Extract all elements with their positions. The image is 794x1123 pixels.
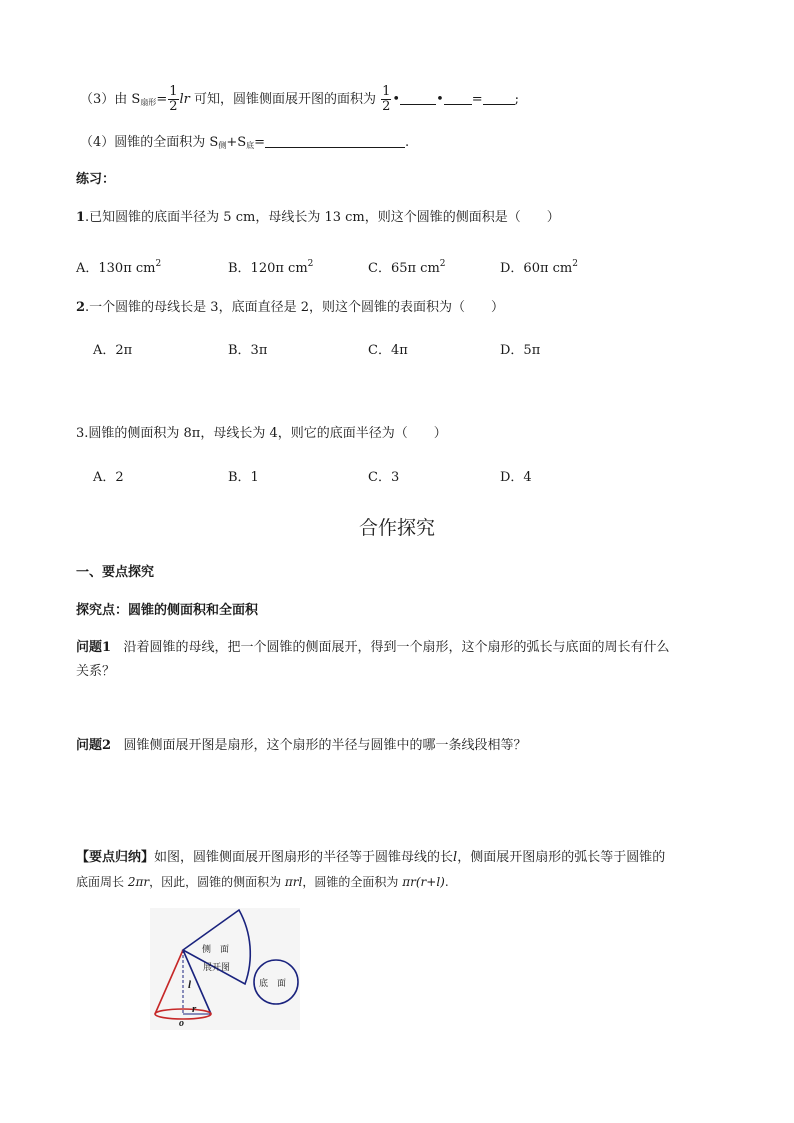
summary-text-1b: ，侧面展开图扇形的弧长等于圆锥的 [457, 850, 666, 865]
item3-eq: = [156, 92, 168, 107]
q1-option-c-label: C．65π cm [368, 261, 440, 276]
item3-line [80, 85, 519, 116]
cone-net-figure [150, 908, 300, 1030]
dot-2: • [436, 92, 444, 107]
summary-line-2 [76, 872, 449, 892]
section-heading: 一、要点探究 [76, 565, 155, 580]
q1-text: .已知圆锥的底面半径为 5 cm，母线长为 13 cm，则这个圆锥的侧面积是（ ） [85, 210, 560, 225]
topic-heading: 探究点：圆锥的侧面积和全面积 [76, 603, 259, 618]
q1-option-d[interactable] [500, 254, 578, 279]
problem-1 [76, 638, 669, 658]
summary-label: 【要点归纳】 [76, 850, 155, 865]
item3-lr: lr [179, 92, 190, 107]
item4-end: . [405, 135, 410, 150]
sector-label-1: 侧 面 [202, 944, 230, 954]
fraction-half [168, 85, 178, 114]
fraction-half-2 [381, 85, 391, 114]
q3-option-b[interactable]: B．1 [228, 470, 259, 485]
item3-mid: 可知，圆锥侧面展开图的面积为 [189, 92, 381, 107]
item4-eq: = [254, 135, 266, 150]
section-title: 合作探究 [358, 517, 435, 539]
q2-option-c[interactable]: C．4π [368, 343, 408, 358]
q2-number: 2 [76, 300, 86, 315]
summary-var-total: πr(r+l) [402, 875, 445, 889]
eq-sign: = [471, 92, 483, 107]
summary-text-2d: . [444, 875, 449, 889]
summary-line-1 [76, 848, 665, 868]
blank-total-area[interactable] [265, 134, 405, 148]
q1-option-c-sup: 2 [439, 259, 446, 269]
q1-option-d-sup: 2 [572, 259, 578, 269]
slant-height-label: l [188, 979, 192, 991]
q1-number: 1 [76, 210, 86, 225]
item4-prefix: （4）圆锥的全面积为 S [80, 135, 219, 150]
summary-text-2b: ，因此，圆锥的侧面积为 [149, 875, 285, 889]
q2-option-d[interactable]: D．5π [500, 343, 541, 358]
cone-left-edge [155, 950, 183, 1014]
q1-option-d-label: D．60π cm [500, 261, 573, 276]
cone-net-diagram [150, 908, 300, 1030]
summary-text-2a: 底面周长 [76, 875, 128, 889]
frac-num-2: 1 [382, 84, 391, 99]
frac-num: 1 [169, 84, 178, 99]
q1-option-b[interactable] [228, 254, 313, 279]
question-3: 3.圆锥的侧面积为 8π，母线长为 4，则它的底面半径为（ ） [76, 426, 447, 441]
summary-var-l: l [453, 850, 458, 865]
problem-2-label: 问题2 [76, 738, 112, 753]
blank-result[interactable] [483, 91, 515, 105]
summary-text-1a: 如图，圆锥侧面展开图扇形的半径等于圆锥母线的长 [154, 850, 454, 865]
summary-var-circumference: 2πr [127, 875, 150, 889]
dot-1: • [392, 92, 401, 107]
q1-option-a[interactable] [76, 254, 161, 279]
item4-sub-side: 侧 [218, 141, 227, 150]
q1-option-a-label: A．130π cm [76, 261, 156, 276]
q1-option-c[interactable] [368, 254, 446, 279]
semicolon: ; [514, 92, 520, 107]
problem-1-cont: 关系？ [76, 664, 116, 679]
base-label: 底 面 [259, 978, 287, 988]
item3-prefix: （3）由 S [80, 92, 141, 107]
sector-label-2: 展开图 [203, 962, 231, 972]
item4-sub-base: 底 [246, 141, 255, 150]
problem-2 [76, 736, 526, 756]
blank-radius[interactable] [444, 91, 472, 105]
q3-option-d[interactable]: D．4 [500, 470, 532, 485]
summary-text-2c: ，圆锥的全面积为 [302, 875, 403, 889]
problem-1-text: 沿着圆锥的母线，把一个圆锥的侧面展开，得到一个扇形，这个扇形的弧长与底面的周长有什么 [123, 640, 670, 655]
q3-option-a[interactable]: A．2 [93, 470, 124, 485]
radius-label: r [192, 1003, 197, 1015]
item4-line [80, 133, 409, 156]
q1-option-b-sup: 2 [307, 259, 314, 269]
practice-heading: 练习： [76, 172, 116, 187]
q1-option-a-sup: 2 [155, 259, 162, 269]
frac-den-2: 2 [382, 99, 391, 114]
summary-var-lateral: πrl [284, 875, 303, 889]
q1-option-b-label: B．120π cm [228, 261, 308, 276]
frac-den: 2 [169, 99, 178, 114]
center-label: o [179, 1018, 184, 1029]
problem-2-text: 圆锥侧面展开图是扇形，这个扇形的半径与圆锥中的哪一条线段相等？ [123, 738, 527, 753]
blank-arc[interactable] [400, 91, 436, 105]
question-1 [76, 208, 560, 228]
q2-option-a[interactable]: A．2π [93, 343, 133, 358]
q2-option-b[interactable]: B．3π [228, 343, 268, 358]
q3-option-c[interactable]: C．3 [368, 470, 400, 485]
question-2 [76, 298, 504, 318]
q2-text: .一个圆锥的母线长是 3，底面直径是 2，则这个圆锥的表面积为（ ） [85, 300, 504, 315]
item3-sub: 扇形 [140, 98, 157, 107]
item4-plus: +S [226, 135, 247, 150]
problem-1-label: 问题1 [76, 640, 112, 655]
